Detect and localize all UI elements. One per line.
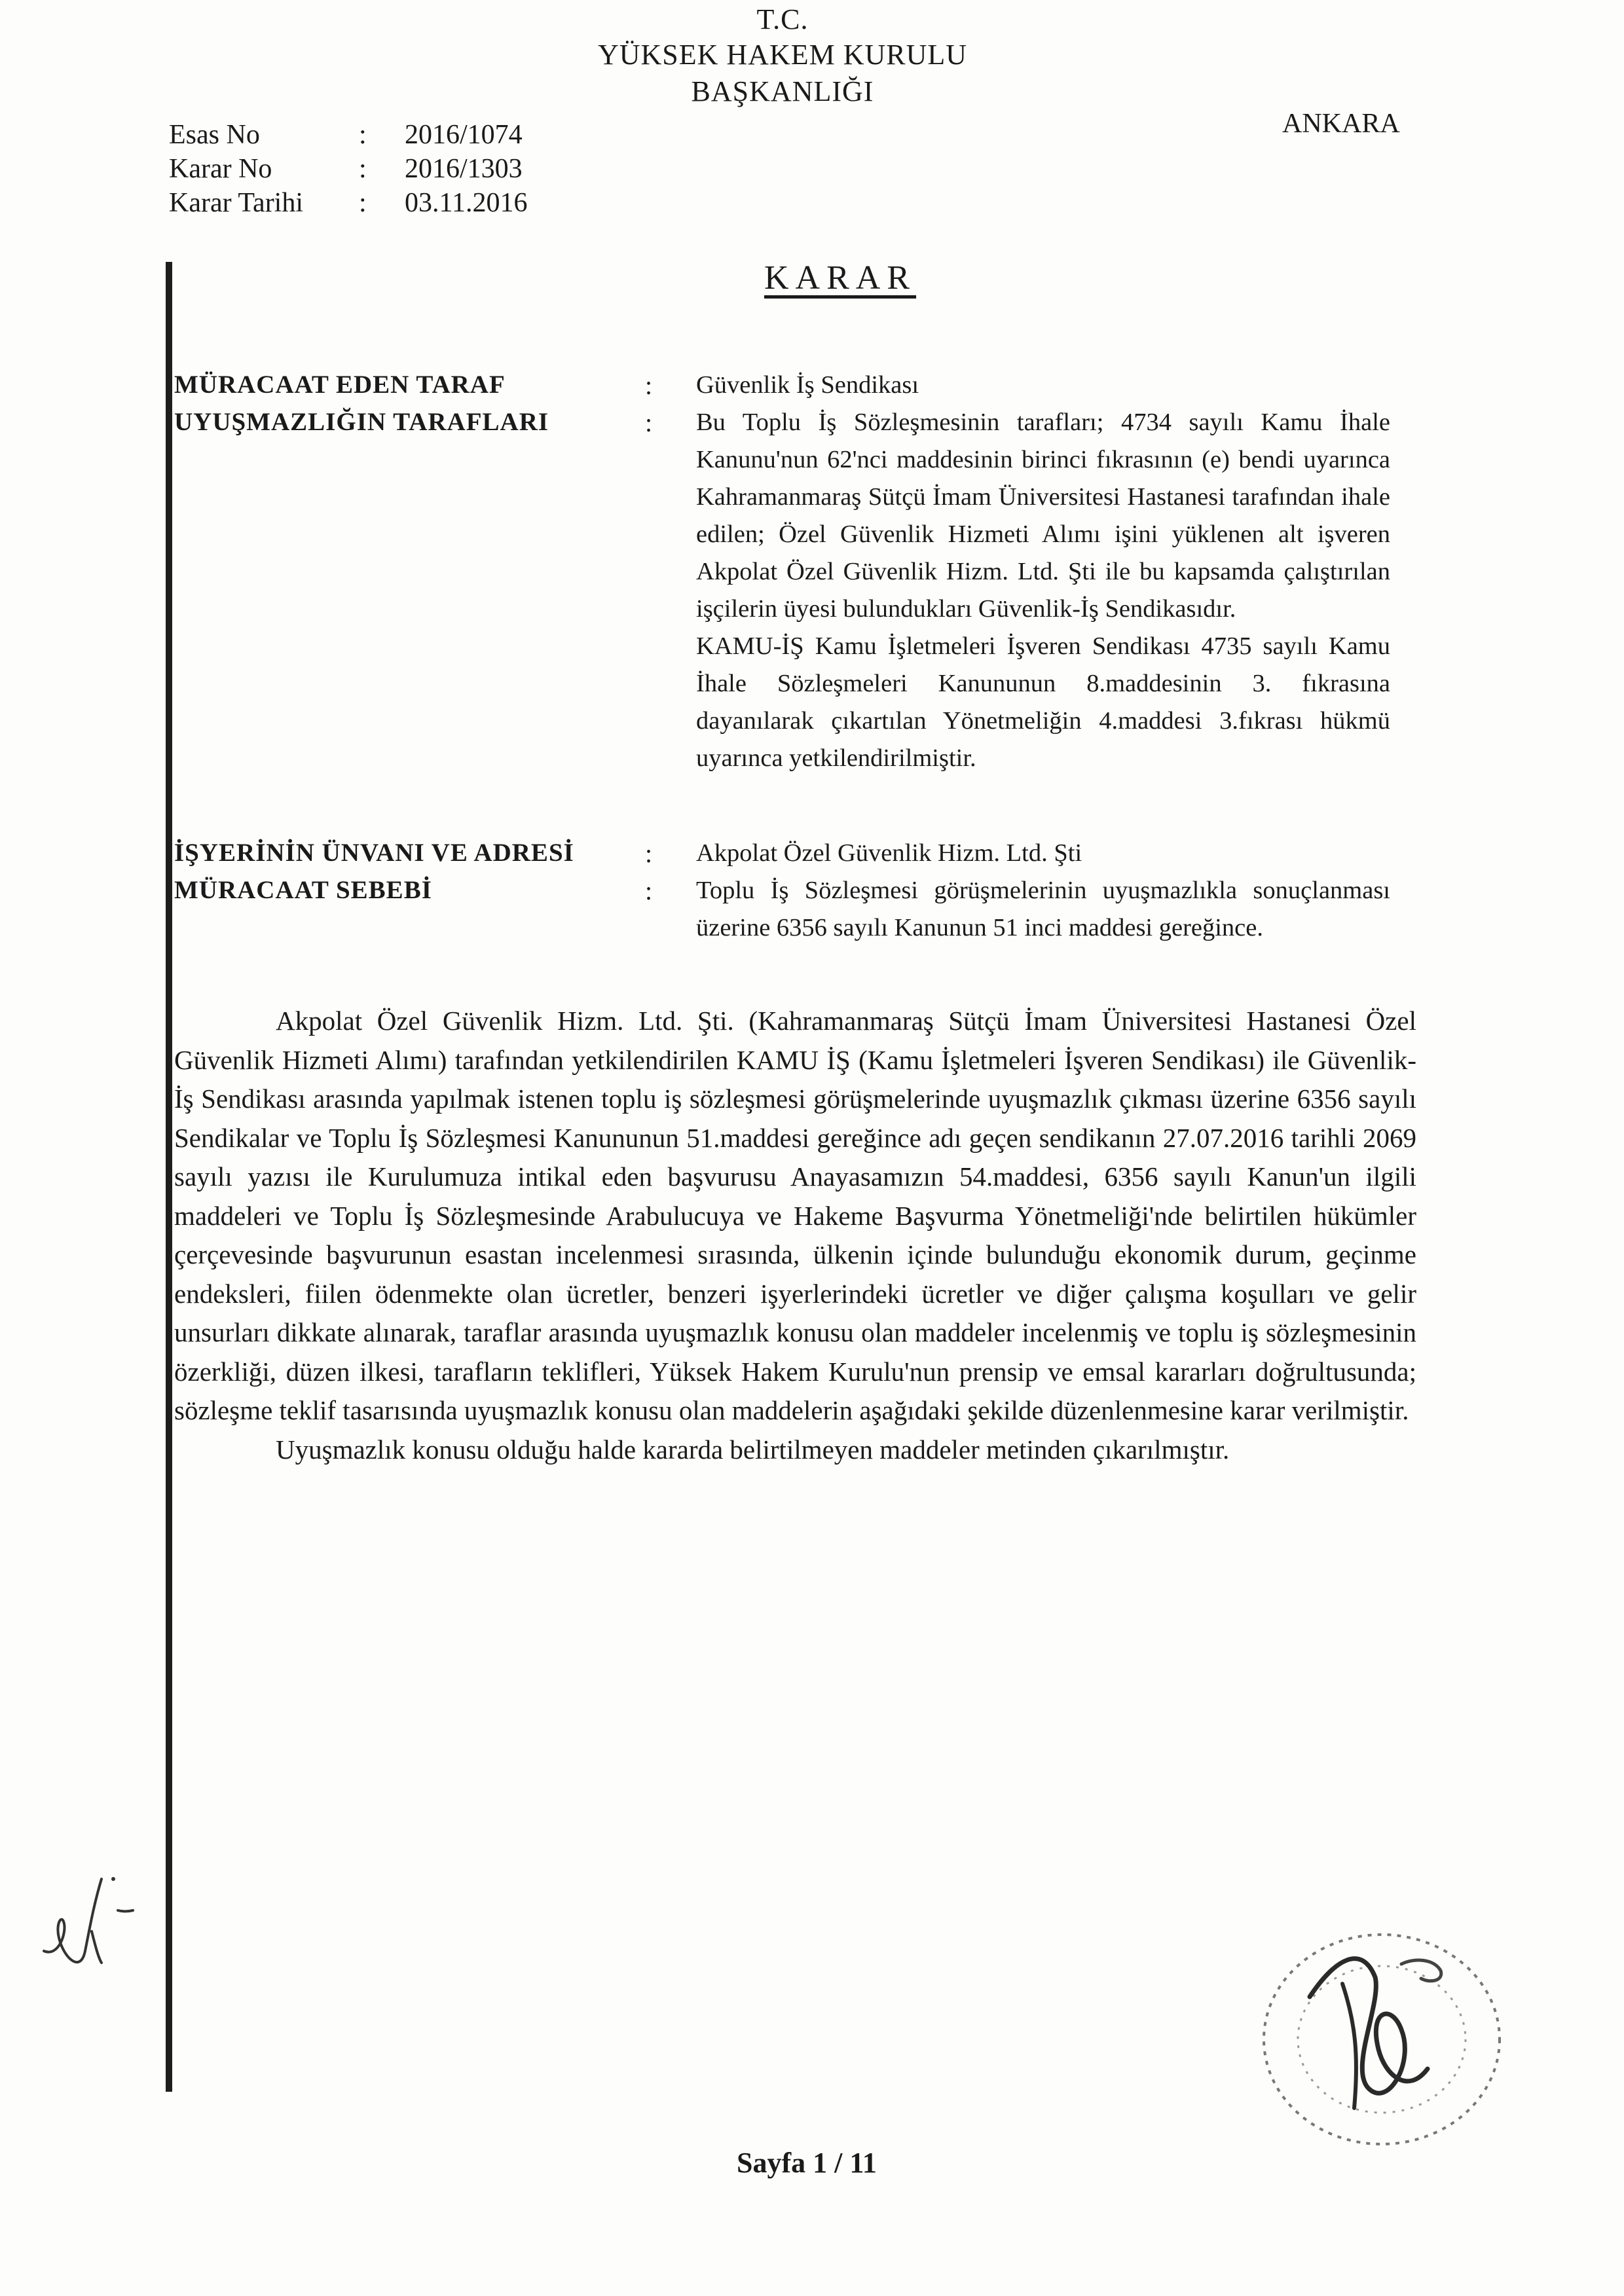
party-value-applicant xyxy=(696,367,1390,404)
party-value-reason xyxy=(696,872,1390,947)
party-label-dispute-parties: UYUŞMAZLIĞIN TARAFLARI xyxy=(174,408,549,436)
decision-body xyxy=(174,1002,1416,1469)
party-paragraph: KAMU-İŞ Kamu İşletmeleri İşveren Sendikası 4735 sayılı Kamu İhale Sözleşmeleri Kanununun 8.maddesinin 3. fıkrasına dayanılarak çıkartılan Yönetmeliğin 4.maddesi 3.fıkrası hükmü uyarınca yetkilendirilmiştir. xyxy=(696,632,1390,772)
header-institution: YÜKSEK HAKEM KURULU xyxy=(597,39,968,71)
body-paragraph: Uyuşmazlık konusu olduğu halde kararda belirtilmeyen maddeler metinden çıkarılmıştır. xyxy=(276,1434,1230,1465)
party-label-workplace: İŞYERİNİN ÜNVANI VE ADRESİ xyxy=(174,839,574,867)
party-colon: : xyxy=(645,876,653,905)
case-label: Esas No xyxy=(169,120,260,150)
party-paragraph: Akpolat Özel Güvenlik Hizm. Ltd. Şti xyxy=(696,839,1082,867)
official-stamp-mark xyxy=(1244,1918,1513,2160)
case-value: 2016/1303 xyxy=(405,154,523,184)
case-label: Karar Tarihi xyxy=(169,188,304,218)
party-label-reason: MÜRACAAT SEBEBİ xyxy=(174,876,432,904)
body-paragraph: Akpolat Özel Güvenlik Hizm. Ltd. Şti. (Kahramanmaraş Sütçü İmam Üniversitesi Hastanesi Özel Güvenlik Hizmeti Alımı) tarafından yetkilendirilen KAMU İŞ (Kamu İşletmeleri İşveren Sendikası) ile Güvenlik-İş Sendikası arasında yapılmak istenen toplu iş sözleşmesi görüşmelerinde uyuşmazlık çıkması üzerine 6356 sayılı Sendikalar ve Toplu İş Sözleşmesi Kanununun 51.maddesi gereğince adı geçen sendikanın 27.07.2016 tarihli 2069 sayılı yazısı ile Kurulumuza intikal eden başvurusu Anayasamızın 54.maddesi, 6356 sayılı Kanun'un ilgili maddeleri ve Toplu İş Sözleşmesinde Arabulucuya ve Hakeme Başvurma Yönetmeliği'nde belirtilen hükümler çerçevesinde başvurunun esastan incelenmesi sırasında, ülkenin içinde bulunduğu ekonomik durum, geçinme endeksleri, fiilen ödenmekte olan ücretler, benzeri işyerlerindeki ücretler ve diğer çalışma koşulları ve gelir unsurları dikkate alınarak, taraflar arasında uyuşmazlık konusu olan maddeler incelenmiş ve toplu iş sözleşmesinin özerkliği, düzen ilkesi, tarafların teklifleri, Yüksek Hakem Kurulu'nun prensip ve emsal kararları doğrultusunda; sözleşme teklif tasarısında uyuşmazlık konusu olan maddelerin aşağıdaki şekilde düzenlenmesine karar verilmiştir. xyxy=(174,1006,1416,1425)
case-colon: : xyxy=(359,154,367,184)
decision-title: KARAR xyxy=(764,259,917,297)
case-value: 2016/1074 xyxy=(405,120,523,150)
margin-rule xyxy=(166,262,172,2092)
case-colon: : xyxy=(359,188,367,218)
header-presidency: BAŞKANLIĞI xyxy=(691,75,874,107)
party-colon: : xyxy=(645,408,653,437)
party-colon: : xyxy=(645,839,653,868)
case-colon: : xyxy=(359,120,367,150)
case-label: Karar No xyxy=(169,154,272,184)
signature-initials-mark xyxy=(29,1853,141,1984)
party-label-applicant: MÜRACAAT EDEN TARAF xyxy=(174,371,506,399)
party-value-dispute-parties xyxy=(696,404,1390,777)
party-value-workplace xyxy=(696,835,1390,872)
case-value: 03.11.2016 xyxy=(405,188,528,218)
page-number: Sayfa 1 / 11 xyxy=(737,2147,877,2179)
party-paragraph: Toplu İş Sözleşmesi görüşmelerinin uyuşmazlıkla sonuçlanması üzerine 6356 sayılı Kanunun 51 inci maddesi gereğince. xyxy=(696,877,1390,941)
party-paragraph: Bu Toplu İş Sözleşmesinin tarafları; 4734 sayılı Kamu İhale Kanunu'nun 62'nci maddesinin birinci fıkrasının (e) bendi uyarınca Kahramanmaraş Sütçü İmam Üniversitesi Hastanesi tarafından ihale edilen; Özel Güvenlik Hizmeti Alımı işini yüklenen alt işveren Akpolat Özel Güvenlik Hizm. Ltd. Şti ile bu kapsamda çalıştırılan işçilerin üyesi bulundukları Güvenlik-İş Sendikasıdır. xyxy=(696,409,1390,623)
party-paragraph: Güvenlik İş Sendikası xyxy=(696,371,919,399)
header-city: ANKARA xyxy=(1282,109,1400,139)
party-colon: : xyxy=(645,371,653,400)
header-tc: T.C. xyxy=(756,3,809,35)
